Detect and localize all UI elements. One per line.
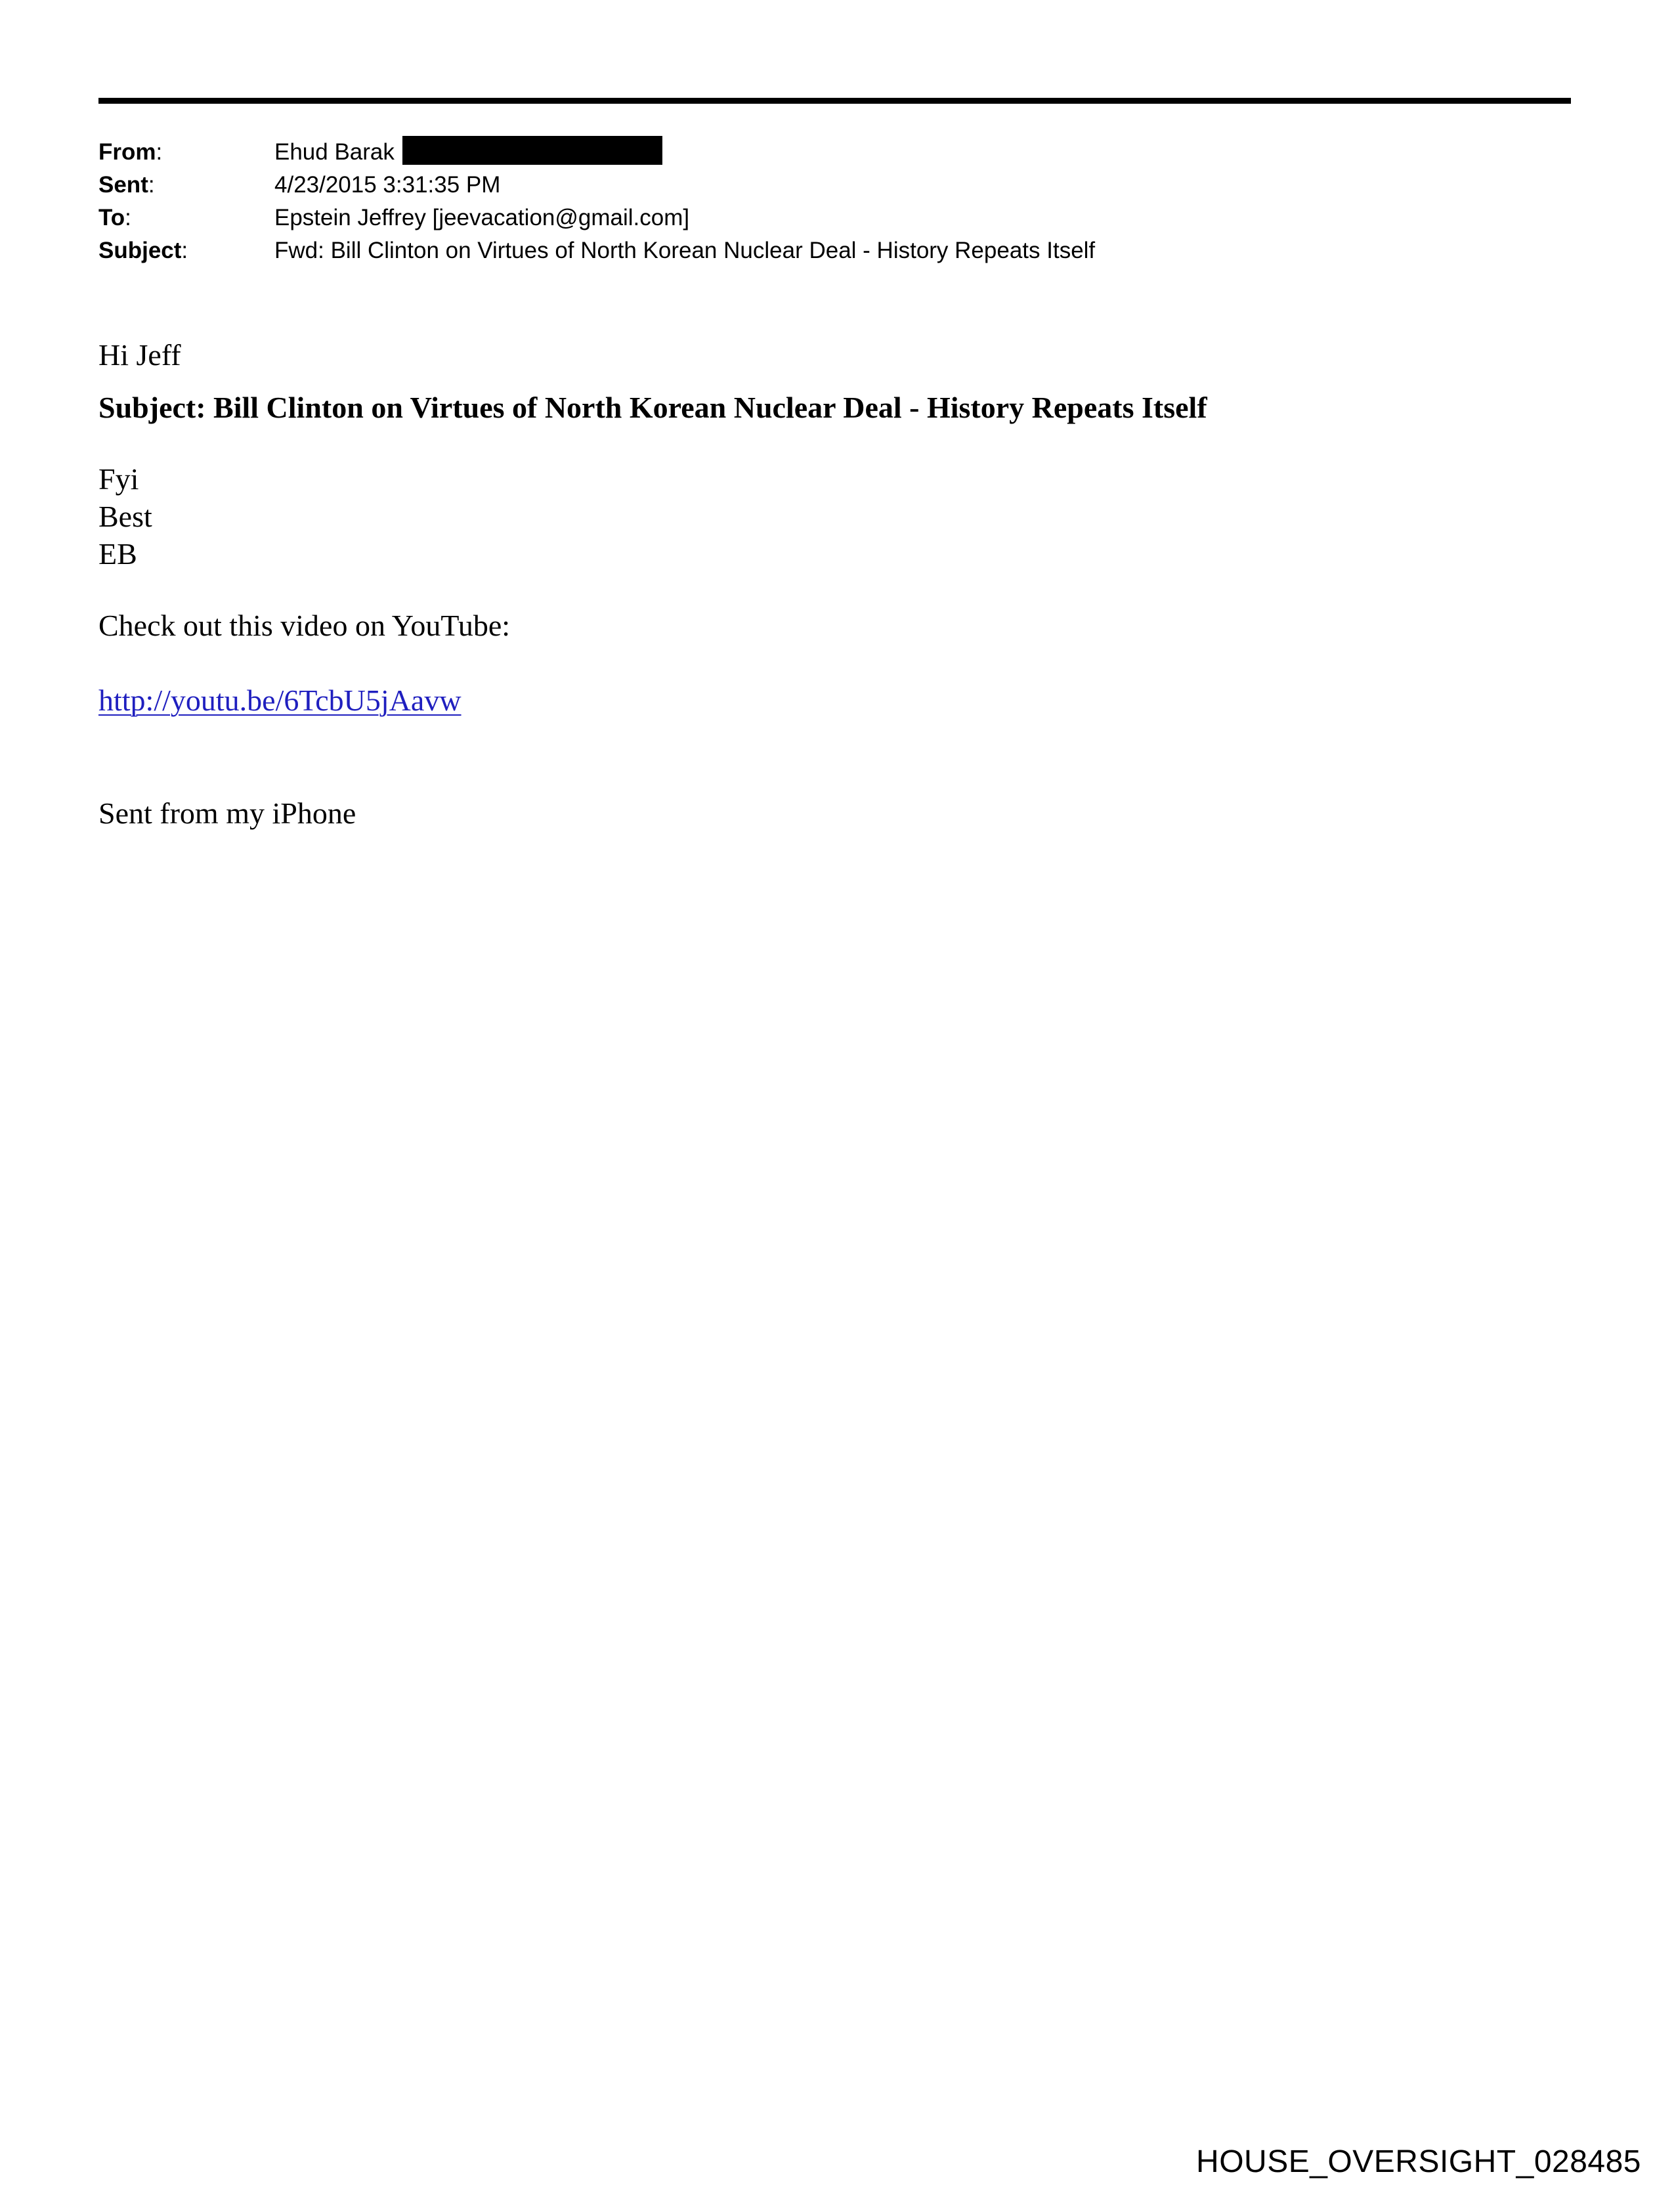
subject-row: Subject: Fwd: Bill Clinton on Virtues of North Korean Nuclear Deal - History Repeats Itself bbox=[98, 234, 1095, 267]
subject-label: Subject bbox=[98, 238, 182, 263]
to-label: To bbox=[98, 205, 125, 230]
message-line: EB bbox=[98, 537, 137, 571]
to-value: Epstein Jeffrey [jeevacation@gmail.com] bbox=[274, 205, 690, 230]
body-subject-line: Subject: Bill Clinton on Virtues of North Korean Nuclear Deal - History Repeats Itself bbox=[98, 391, 1207, 424]
subject-value: Fwd: Bill Clinton on Virtues of North Korean Nuclear Deal - History Repeats Itself bbox=[274, 238, 1096, 263]
signature: Sent from my iPhone bbox=[98, 796, 356, 830]
sent-value: 4/23/2015 3:31:35 PM bbox=[274, 172, 501, 198]
from-row: From: Ehud Barak bbox=[98, 136, 1095, 169]
sent-label: Sent bbox=[98, 172, 148, 198]
email-header bbox=[98, 136, 1095, 267]
message-lines bbox=[98, 460, 152, 573]
greeting: Hi Jeff bbox=[98, 338, 181, 372]
from-value: Ehud Barak bbox=[274, 139, 395, 165]
redaction-box bbox=[402, 136, 662, 165]
document-id: HOUSE_OVERSIGHT_028485 bbox=[1196, 2144, 1641, 2179]
message-line: Fyi bbox=[98, 462, 139, 496]
to-row: To: Epstein Jeffrey [jeevacation@gmail.com] bbox=[98, 202, 1095, 234]
sent-row: Sent: 4/23/2015 3:31:35 PM bbox=[98, 169, 1095, 202]
from-label: From bbox=[98, 139, 156, 165]
header-divider bbox=[98, 98, 1571, 104]
youtube-link[interactable]: http://youtu.be/6TcbU5jAavw bbox=[98, 683, 461, 717]
check-out-text: Check out this video on YouTube: bbox=[98, 609, 511, 642]
message-line: Best bbox=[98, 500, 152, 533]
